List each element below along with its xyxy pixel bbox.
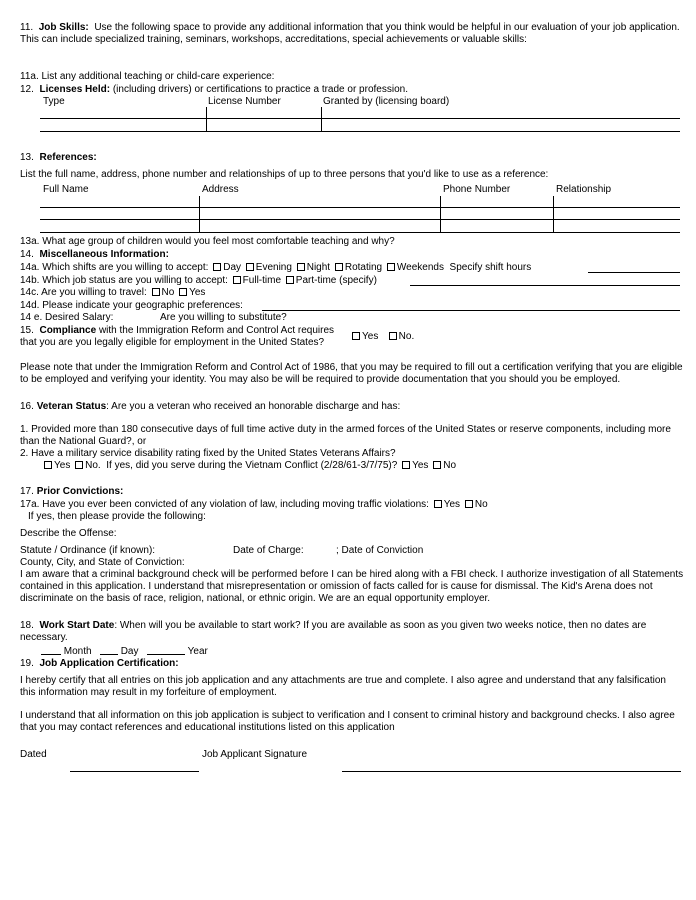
- date-charge-label: Date of Charge:: [233, 545, 304, 556]
- vietnam-no-checkbox[interactable]: [433, 461, 441, 469]
- county-label: County, City, and State of Conviction:: [20, 557, 185, 568]
- compliance-title: Compliance: [39, 325, 97, 336]
- disability-no-checkbox[interactable]: [75, 461, 83, 469]
- date-conviction-label: ; Date of Conviction: [336, 545, 424, 556]
- licenses-title: Licenses Held:: [39, 84, 111, 95]
- shift-night-checkbox[interactable]: [297, 263, 305, 271]
- veteran-title: Veteran Status: [36, 401, 107, 412]
- travel-yes-checkbox[interactable]: [179, 288, 187, 296]
- references-intro: List the full name, address, phone number and relationships of up to three persons that you'd like to use as a reference:: [20, 169, 549, 180]
- convicted-yes-checkbox[interactable]: [434, 500, 442, 508]
- disability-yes-checkbox[interactable]: [44, 461, 52, 469]
- substitute-question: Are you willing to substitute?: [160, 312, 287, 323]
- job-skills-question: 11. Job Skills: Use the following space to provide any additional information that you think would be helpful in our evaluation of your job application. This can include specialized training, seminars, workshops, accreditations, special achievements or valuable skills:: [20, 22, 680, 45]
- veteran-item-1: 1. Provided more than 180 consecutive days of full time active duty in the armed forces of the United States or reserve components, including more than the National Guard?, or: [20, 424, 671, 447]
- start-date-fields: Month Day Year: [41, 645, 208, 658]
- misc-info-heading: 14. Miscellaneous Information:: [20, 249, 169, 260]
- age-group-question: 13a. What age group of children would you feel most comfortable teaching and why?: [20, 236, 395, 247]
- compliance-question: 15. Compliance with the Immigration Reform and Control Act requires: [20, 325, 335, 336]
- teaching-experience-question: 11a. List any additional teaching or child-care experience:: [20, 71, 275, 82]
- geographic-question: 14d. Please indicate your geographic preferences:: [20, 300, 243, 311]
- compliance-yes-checkbox[interactable]: [352, 332, 360, 340]
- license-col-number: License Number: [208, 96, 281, 107]
- compliance-options: Yes No.: [350, 331, 414, 343]
- certification-title: Job Application Certification:: [39, 658, 179, 669]
- dated-line[interactable]: [70, 771, 199, 772]
- shift-weekends-checkbox[interactable]: [387, 263, 395, 271]
- veteran-question: 16. Veteran Status: Are you a veteran who received an honorable discharge and has:: [20, 401, 401, 412]
- license-col-granted: Granted by (licensing board): [323, 96, 450, 107]
- misc-info-title: Miscellaneous Information:: [39, 249, 169, 260]
- work-start-question: 18. Work Start Date: When will you be available to start work? If you are available as soon as you given two weeks notice, then no dates are necessary.: [20, 620, 647, 643]
- veteran-options: Yes No. If yes, did you serve during the Vietnam Conflict (2/28/61-3/7/75)? Yes No: [42, 460, 456, 472]
- month-field[interactable]: [41, 645, 61, 655]
- convicted-no-checkbox[interactable]: [465, 500, 473, 508]
- compliance-line2: that you are you legally eligible for employment in the United States?: [20, 337, 325, 348]
- immigration-note: Please note that under the Immigration Reform and Control Act of 1986, that you may be required to fill out a certification verifying that you are eligible to be employed and verifying your identity. You may also be will be required to provide documentation that you should you be employed.: [20, 362, 683, 385]
- salary-label: 14 e. Desired Salary:: [20, 312, 114, 323]
- day-field[interactable]: [100, 645, 118, 655]
- dated-label: Dated: [20, 749, 47, 760]
- parttime-specify-line[interactable]: [410, 285, 680, 286]
- convictions-title: Prior Convictions:: [36, 486, 124, 497]
- vietnam-yes-checkbox[interactable]: [402, 461, 410, 469]
- ref-col-relationship: Relationship: [556, 184, 612, 195]
- shift-rotating-checkbox[interactable]: [335, 263, 343, 271]
- convictions-heading: 17. Prior Convictions:: [20, 486, 124, 497]
- shift-evening-checkbox[interactable]: [246, 263, 254, 271]
- ref-col-name: Full Name: [43, 184, 89, 195]
- convicted-question: 17a. Have you ever been convicted of any violation of law, including moving traffic violations: Yes No: [20, 499, 488, 510]
- fulltime-checkbox[interactable]: [233, 276, 241, 284]
- shift-hours-line[interactable]: [588, 272, 680, 273]
- parttime-checkbox[interactable]: [286, 276, 294, 284]
- certification-heading: 19. Job Application Certification:: [20, 658, 179, 669]
- travel-question: 14c. Are you willing to travel: No Yes: [20, 287, 206, 298]
- compliance-no-checkbox[interactable]: [389, 332, 397, 340]
- travel-no-checkbox[interactable]: [152, 288, 160, 296]
- year-field[interactable]: [147, 645, 185, 655]
- background-check-statement: I am aware that a criminal background check will be performed before I can be hired along with a FBI check. I authorize investigation of all Statements contained in this application. I understand that misrepresentation or omission of facts called for is cause for dismissal. The Kid's Arena does not discriminate on the basis of race, religion, national, or ethnic origin. We are an equal opportunity employer.: [20, 569, 684, 604]
- signature-line[interactable]: [342, 771, 681, 772]
- statute-label: Statute / Ordinance (if known):: [20, 545, 156, 556]
- ref-col-phone: Phone Number: [443, 184, 511, 195]
- license-col-type: Type: [43, 96, 65, 107]
- geographic-line[interactable]: [262, 310, 680, 311]
- vietnam-question: If yes, did you serve during the Vietnam Conflict (2/28/61-3/7/75)?: [106, 460, 398, 471]
- shifts-question: 14a. Which shifts are you willing to accept: Day Evening Night Rotating Weekends Specify shift hours: [20, 262, 532, 273]
- describe-offense-label: Describe the Offense:: [20, 528, 117, 539]
- job-skills-title: Job Skills:: [38, 22, 89, 33]
- references-question: 13. References:: [20, 152, 97, 163]
- licenses-text: (including drivers) or certifications to practice a trade or profession.: [112, 84, 408, 95]
- references-title: References:: [39, 152, 97, 163]
- work-start-title: Work Start Date: [39, 620, 115, 631]
- ref-col-address: Address: [202, 184, 239, 195]
- licenses-question: 12. Licenses Held: (including drivers) or certifications to practice a trade or profession.: [20, 84, 408, 95]
- if-yes-provide: If yes, then please provide the following:: [28, 511, 206, 522]
- shift-day-checkbox[interactable]: [213, 263, 221, 271]
- certification-paragraph-1: I hereby certify that all entries on this job application and any attachments are true and complete. I also agree and understand that any falsification this information may result in my forfeiture of employment.: [20, 675, 666, 698]
- job-skills-text: Use the following space to provide any additional information that you think would be helpful in our evaluation of your job application. This can include specialized training, seminars, workshops, accreditations, special achievements or valuable skills:: [20, 22, 680, 45]
- veteran-item-2: 2. Have a military service disability rating fixed by the United States Veterans Affairs?: [20, 448, 396, 459]
- certification-paragraph-2: I understand that all information on this job application is subject to verification and I consent to criminal history and background checks. I also agree that you may contact references and educational institutions listed on this application: [20, 710, 675, 733]
- signature-label: Job Applicant Signature: [202, 749, 308, 760]
- job-status-question: 14b. Which job status are you willing to accept: Full-time Part-time (specify): [20, 275, 377, 286]
